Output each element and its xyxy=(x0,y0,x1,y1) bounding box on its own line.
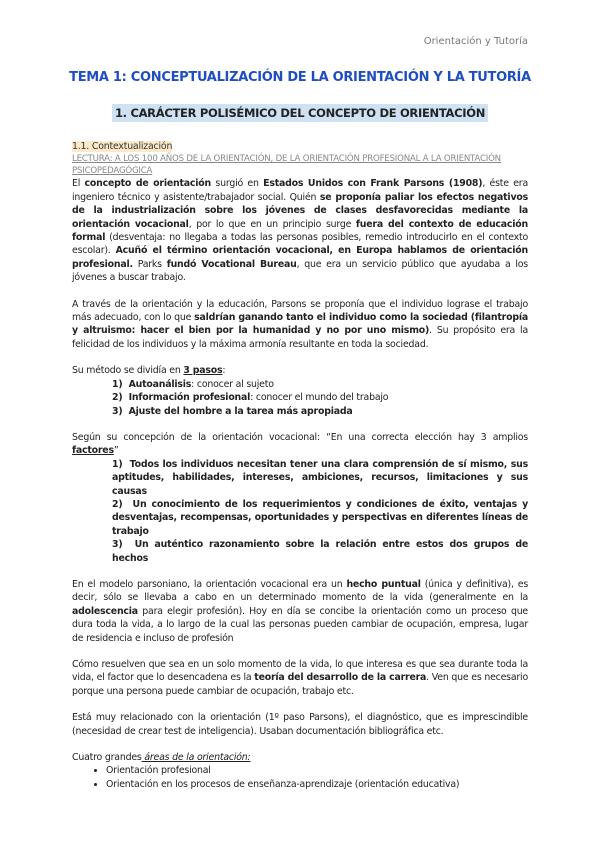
list-item: 2) Información profesional: conocer el mundo del trabajo xyxy=(112,392,389,404)
paragraph-4: Según su concepción de la orientación vocacional: “En una correcta elección hay 3 amplios factores” xyxy=(72,431,528,457)
steps-list xyxy=(72,378,528,418)
list-item: 1) Autoanálisis: conocer al sujeto xyxy=(112,378,274,390)
page-header: Orientación y Tutoría xyxy=(423,36,528,47)
subsection-heading xyxy=(72,140,528,153)
document-body xyxy=(72,140,528,791)
list-item: • Orientación en los procesos de enseñanza-aprendizaje (orientación educativa) xyxy=(106,778,528,791)
paragraph-7: Está muy relacionado con la orientación (1º paso Parsons), el diagnóstico, que es imprescindible (necesidad de crear test de inteligencia). Usaban documentación bibliográfica etc. xyxy=(72,712,528,737)
subsection-heading-text: 1.1. Contextualización xyxy=(72,141,173,152)
page-title: TEMA 1: CONCEPTUALIZACIÓN DE LA ORIENTACIÓN Y LA TUTORÍA xyxy=(69,70,531,85)
list-item: 3) Un auténtico razonamiento sobre la relación entre estos dos grupos de hechos xyxy=(112,539,528,564)
list-item: 2) Un conocimiento de los requerimientos y condiciones de éxito, ventajas y desventajas, recompensas, oportunidades y perspectivas en diferentes líneas de trabajo xyxy=(112,498,528,537)
list-item: 3) Ajuste del hombre a la tarea más apropiada xyxy=(112,405,353,417)
paragraph-6: Cómo resuelven que sea en un solo momento de la vida, lo que interesa es que sea durante toda la vida, el factor que lo desencadena es la teoría del desarrollo de la carrera. Ven que es necesario porque una persona puede cambiar de ocupación, trabajo etc. xyxy=(72,659,528,697)
paragraph-2: A través de la orientación y la educación, Parsons se proponía que el individuo lograse el trabajo más adecuado, con lo que saldrían ganando tanto el individuo como la sociedad (filantropía y altruismo: hacer el bien por la humanidad y no por uno mismo). Su propósito era la felicidad de los individuos y la máxima armonía resultante en toda la sociedad. xyxy=(72,298,529,350)
paragraph-1: El concepto de orientación surgió en Estados Unidos con Frank Parsons (1908), éste era ingeniero técnico y asistente/trabajador social. Quién se proponía paliar los efectos negativos de la industrialización sobre los jóvenes de clases desfavorecidas mediante la orientación vocacional, por lo que en un principio surge fuera del contexto de educación formal (desventaja: no llegaba a todas las personas posibles, remedio introducirlo en el contexto escolar). Acuñó el término orientación vocacional, en Europa hablamos de orientación profesional. Parks fundó Vocational Bureau, que era un servicio público que ayudaba a los jóvenes a buscar trabajo. xyxy=(72,178,529,284)
paragraph-5: En el modelo parsoniano, la orientación vocacional era un hecho puntual (única y definitiva), es decir, sólo se llevaba a cabo en un determinado momento de la vida (generalmente en la adolescencia para elegir profesión). Hoy en día se concibe la orientación como un proceso que dura toda la vida, a lo largo de la cual las personas pueden cambiar de ocupación, empresa, lugar de residencia e incluso de profesión xyxy=(72,578,529,644)
list-item: • Orientación profesional xyxy=(106,764,528,777)
paragraph-3: Su método se dividía en 3 pasos: xyxy=(72,365,226,377)
areas-list xyxy=(72,764,528,791)
list-item: 1) Todos los individuos necesitan tener una clara comprensión de sí mismo, sus aptitudes, habilidades, intereses, ambiciones, recursos, limitaciones y sus causas xyxy=(112,458,528,497)
paragraph-8: Cuatro grandes áreas de la orientación: xyxy=(72,752,251,764)
section-heading xyxy=(0,106,600,120)
reading-note: LECTURA: A LOS 100 AÑOS DE LA ORIENTACIÓN, DE LA ORIENTACIÓN PROFESIONAL A LA ORIENTACIÓN PSICOPEDAGÓGICA xyxy=(72,154,501,177)
section-heading-text: 1. CARÁCTER POLISÉMICO DEL CONCEPTO DE ORIENTACIÓN xyxy=(112,104,488,122)
factors-list xyxy=(72,458,528,565)
